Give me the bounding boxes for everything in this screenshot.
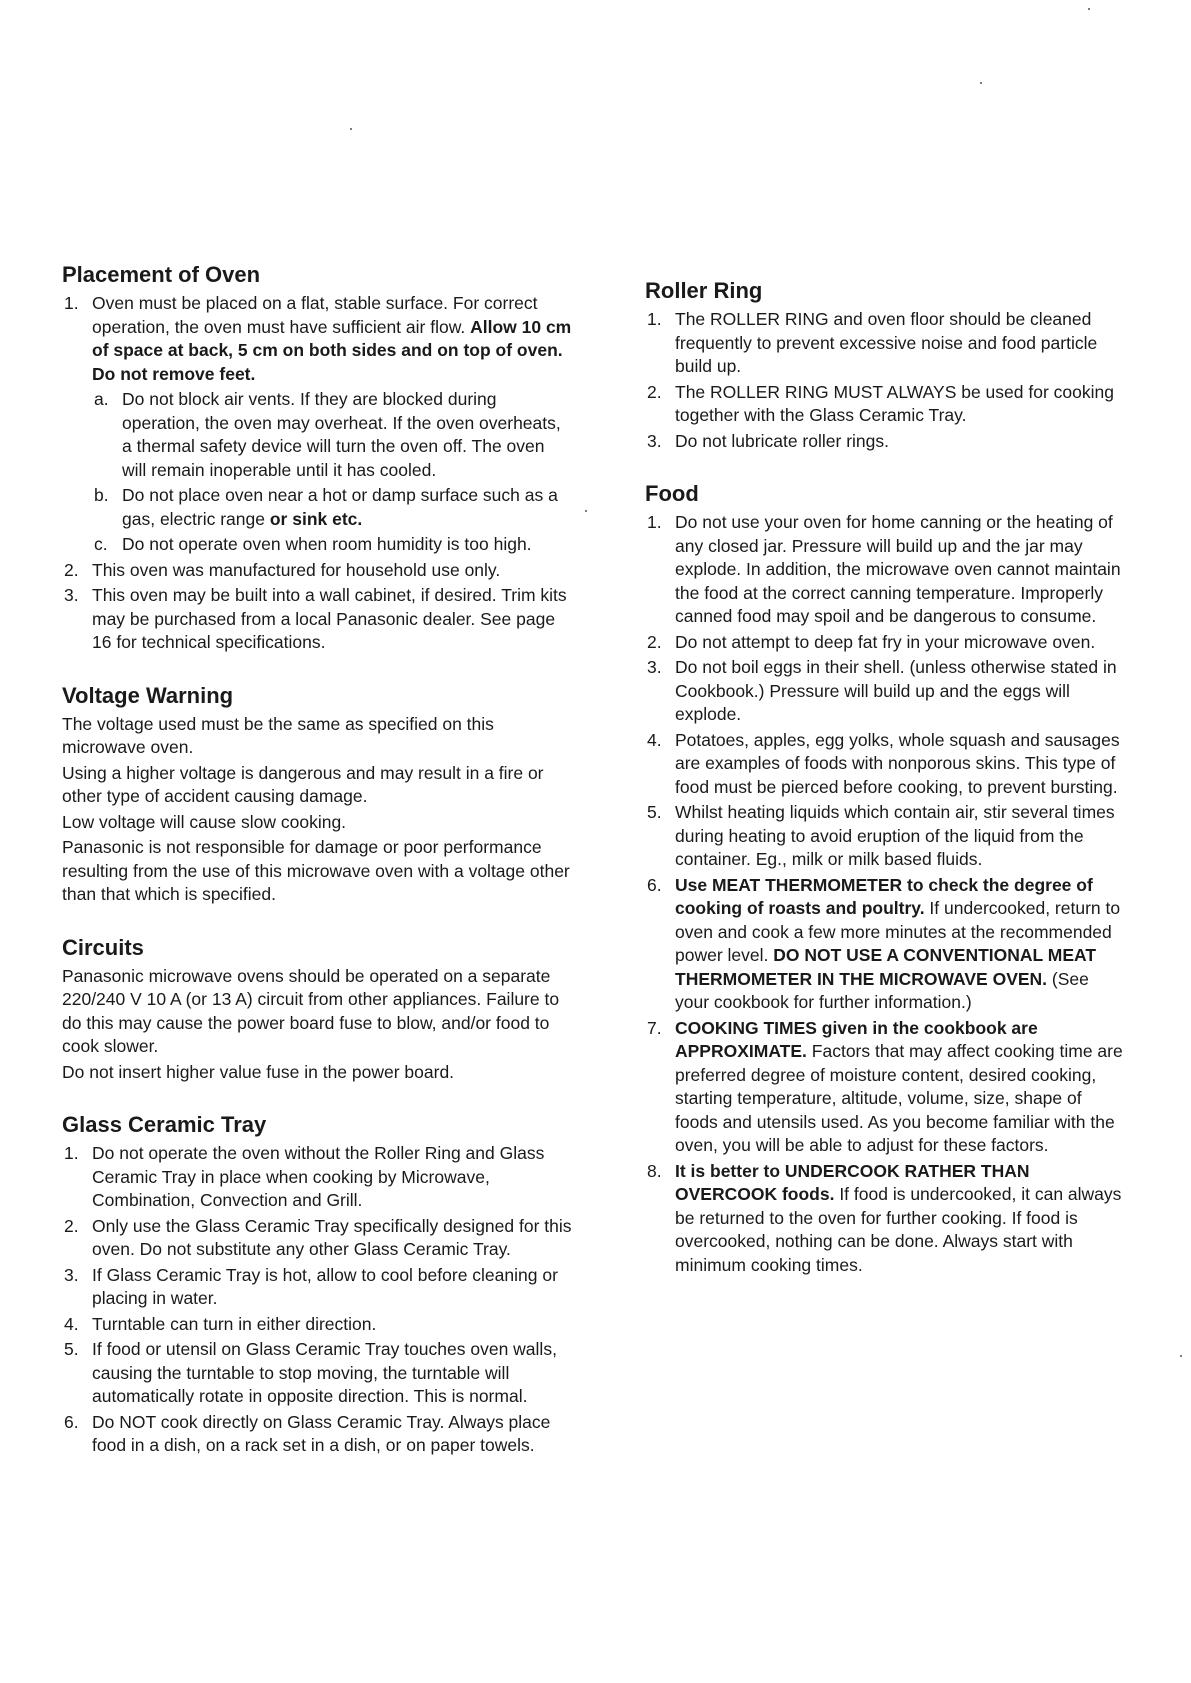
sub-list	[92, 388, 572, 557]
item-text: Potatoes, apples, egg yolks, whole squash and sausages are examples of foods with nonporous skins. This type of food must be pierced before cooking, to prevent bursting.	[675, 729, 1120, 797]
item-number: 3.	[64, 1264, 79, 1285]
list-item	[645, 430, 1125, 454]
list-item	[645, 801, 1125, 872]
item-number: 3.	[647, 430, 662, 451]
list-item	[62, 584, 572, 655]
section-heading: Circuits	[62, 934, 144, 960]
paragraph: Panasonic microwave ovens should be operated on a separate 220/240 V 10 A (or 13 A) circuit from other appliances. Failure to do this may cause the power board fuse to blow, and/or food to cook slower.	[62, 965, 560, 1056]
item-number: 4.	[64, 1313, 79, 1334]
left-column	[62, 262, 572, 1486]
item-text: Do not boil eggs in their shell. (unless otherwise stated in Cookbook.) Pressure will build up and the eggs will explode.	[675, 657, 1117, 724]
sub-item-bold-text: or sink etc.	[269, 508, 363, 529]
item-number: 1.	[64, 1143, 79, 1163]
item-text: If undercooked, return to oven and cook a few more minutes at the recommended power level.	[675, 898, 1121, 965]
list-item	[62, 292, 572, 557]
list-item	[62, 559, 572, 583]
circuits-section	[62, 935, 572, 1085]
item-text: Do not lubricate roller rings.	[675, 430, 889, 451]
item-text: Turntable can turn in either direction.	[92, 1313, 377, 1334]
item-number: 5.	[647, 802, 662, 822]
sub-item-letter: c.	[94, 534, 108, 554]
list-item	[62, 1411, 572, 1458]
list-item	[645, 511, 1125, 629]
right-column	[645, 278, 1125, 1305]
item-text: Do NOT cook directly on Glass Ceramic Tray. Always place food in a dish, on a rack set in a dish, or on paper towels.	[92, 1411, 551, 1455]
list-item	[645, 631, 1125, 655]
scan-speck	[1088, 8, 1090, 10]
list-item	[645, 656, 1125, 727]
list-item	[62, 1264, 572, 1311]
paragraph: Using a higher voltage is dangerous and may result in a fire or other type of accident causing damage.	[62, 762, 544, 806]
item-number: 1.	[647, 512, 662, 532]
list-item	[645, 1160, 1125, 1278]
item-text: Oven must be placed on a flat, stable surface. For correct operation, the oven must have sufficient air flow.	[92, 293, 538, 337]
item-number: 5.	[64, 1339, 79, 1359]
scan-speck	[980, 82, 982, 84]
item-bold-text: It is better to UNDERCOOK RATHER THAN OVERCOOK foods.	[675, 1160, 1030, 1204]
sub-item	[92, 533, 572, 557]
paragraph: The voltage used must be the same as specified on this microwave oven.	[62, 713, 494, 757]
item-number: 8.	[647, 1160, 662, 1181]
scan-speck	[585, 510, 587, 512]
roller-ring-section	[645, 278, 1125, 453]
item-text: Only use the Glass Ceramic Tray specifically designed for this oven. Do not substitute any other Glass Ceramic Tray.	[92, 1215, 572, 1259]
list-item	[645, 381, 1125, 428]
sub-item-letter: b.	[94, 485, 109, 505]
item-number: 2.	[647, 381, 662, 402]
item-number: 1.	[647, 309, 662, 329]
list-item	[62, 1338, 572, 1409]
item-number: 2.	[64, 559, 79, 580]
sub-item-text: Do not place oven near a hot or damp surface such as a gas, electric range	[122, 485, 558, 529]
item-text: This oven was manufactured for household use only.	[92, 559, 501, 580]
list-item	[645, 874, 1125, 1015]
list-item	[645, 1017, 1125, 1158]
item-number: 2.	[647, 631, 662, 652]
item-bold-text: DO NOT USE A CONVENTIONAL MEAT THERMOMETER IN THE MICROWAVE OVEN.	[675, 945, 1097, 989]
item-text: (See your cookbook for further information.)	[675, 968, 1089, 1012]
item-number: 3.	[64, 585, 79, 605]
item-number: 7.	[647, 1017, 662, 1038]
food-list	[645, 511, 1125, 1277]
paragraph: Panasonic is not responsible for damage or poor performance resulting from the use of this microwave oven with a voltage other than that which is specified.	[62, 837, 570, 904]
section-heading: Glass Ceramic Tray	[62, 1112, 267, 1137]
scan-speck	[1180, 1355, 1182, 1357]
list-item	[645, 308, 1125, 379]
list-item	[645, 729, 1125, 800]
list-item	[62, 1142, 572, 1213]
sub-item-letter: a.	[94, 389, 109, 409]
food-section	[645, 481, 1125, 1277]
item-text: Do not attempt to deep fat fry in your microwave oven.	[675, 631, 1096, 652]
item-text: If Glass Ceramic Tray is hot, allow to cool before cleaning or placing in water.	[92, 1264, 558, 1308]
sub-item	[92, 388, 572, 482]
item-text: This oven may be built into a wall cabinet, if desired. Trim kits may be purchased from a local Panasonic dealer. See page 16 for technical specifications.	[92, 585, 567, 652]
scan-speck	[350, 128, 352, 130]
item-bold-text: COOKING TIMES given in the cookbook are APPROXIMATE.	[675, 1017, 1038, 1061]
placement-list	[62, 292, 572, 655]
item-text: Do not operate the oven without the Roller Ring and Glass Ceramic Tray in place when cooking by Microwave, Combination, Convection and Grill.	[92, 1143, 545, 1210]
list-item	[62, 1215, 572, 1262]
sub-item-text: Do not operate oven when room humidity is too high.	[122, 534, 532, 554]
item-number: 6.	[647, 874, 662, 895]
section-heading: Voltage Warning	[62, 682, 234, 708]
item-number: 3.	[647, 657, 662, 677]
section-heading: Placement of Oven	[62, 262, 261, 287]
item-bold-text: Use MEAT THERMOMETER to check the degree of cooking of roasts and poultry.	[675, 874, 1093, 918]
item-number: 2.	[64, 1215, 79, 1236]
roller-ring-list	[645, 308, 1125, 453]
glass-tray-list	[62, 1142, 572, 1458]
item-number: 6.	[64, 1411, 79, 1432]
paragraph: Do not insert higher value fuse in the power board.	[62, 1061, 455, 1082]
sub-item	[92, 484, 572, 531]
list-item	[62, 1313, 572, 1337]
item-text: Whilst heating liquids which contain air, stir several times during heating to avoid eruption of the liquid from the container. Eg., milk or milk based fluids.	[675, 802, 1115, 869]
section-heading: Food	[645, 481, 699, 506]
item-text: If food is undercooked, it can always be returned to the oven for further cooking. If food is overcooked, nothing can be done. Always start with minimum cooking times.	[675, 1184, 1122, 1275]
item-text: Do not use your oven for home canning or the heating of any closed jar. Pressure will build up and the jar may explode. In addition, the microwave oven cannot maintain the food at the correct canning temperature. Improperly canned food may spoil and be dangerous to consume.	[675, 512, 1121, 626]
item-text: If food or utensil on Glass Ceramic Tray touches oven walls, causing the turntable to stop moving, the turntable will automatically rotate in opposite direction. This is normal.	[92, 1339, 557, 1406]
item-bold-text: Allow 10 cm of space at back, 5 cm on both sides and on top of oven. Do not remove feet.	[92, 316, 572, 384]
item-number: 1.	[64, 293, 79, 313]
sub-item-text: Do not block air vents. If they are blocked during operation, the oven may overheat. If the oven overheats, a thermal safety device will turn the oven off. The oven will remain inoperable until it has cooled.	[122, 389, 561, 480]
voltage-section	[62, 683, 572, 907]
glass-tray-section	[62, 1112, 572, 1458]
item-text: Factors that may affect cooking time are preferred degree of moisture content, desired cooking, starting temperature, altitude, volume, size, shape of foods and utensils used. As you become familiar with the oven, you will be able to adjust for these factors.	[675, 1041, 1123, 1155]
item-text: The ROLLER RING MUST ALWAYS be used for cooking together with the Glass Ceramic Tray.	[675, 381, 1114, 425]
item-text: The ROLLER RING and oven floor should be cleaned frequently to prevent excessive noise and food particle build up.	[675, 309, 1098, 376]
section-heading: Roller Ring	[645, 278, 763, 303]
paragraph: Low voltage will cause slow cooking.	[62, 811, 347, 832]
placement-section	[62, 262, 572, 655]
item-number: 4.	[647, 729, 662, 750]
